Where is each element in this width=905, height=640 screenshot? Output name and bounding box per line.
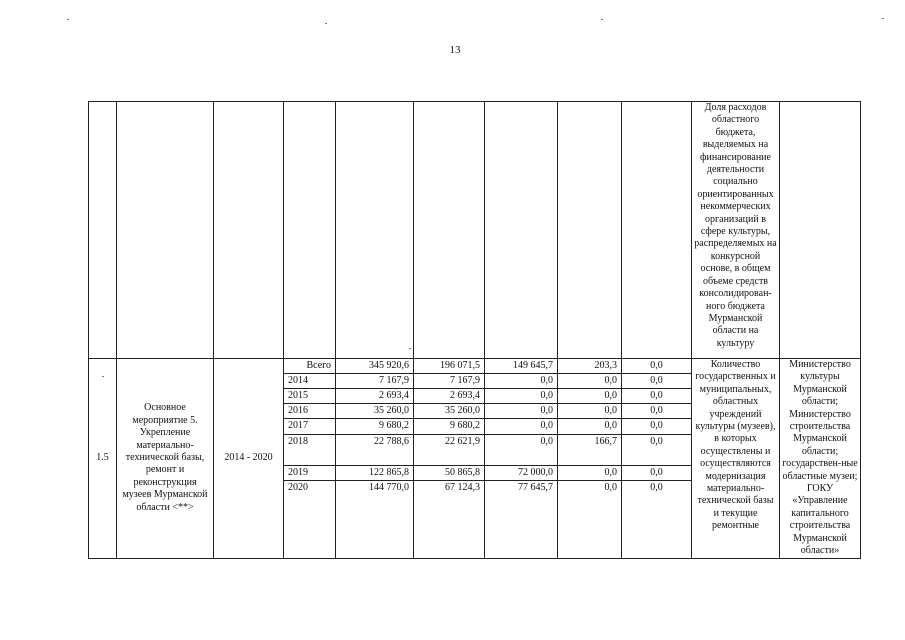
extra-budget-cell: 0,0: [622, 434, 692, 465]
extra-budget-cell: 0,0: [622, 404, 692, 419]
scan-speck: [325, 23, 327, 24]
regional-budget-cell: 35 260,0: [414, 404, 485, 419]
federal-budget-cell: 0,0: [485, 374, 558, 389]
federal-budget-cell: 72 000,0: [485, 465, 558, 480]
year-cell: 2017: [284, 419, 336, 434]
total-cell: 7 167,9: [336, 374, 414, 389]
extra-budget-cell: 0,0: [622, 480, 692, 558]
municipal-budget-cell: 0,0: [558, 480, 622, 558]
municipal-budget-cell: 0,0: [558, 419, 622, 434]
upper-row: [89, 102, 861, 359]
extra-budget-cell: 0,0: [622, 419, 692, 434]
federal-budget-cell: 149 645,7: [485, 359, 558, 374]
municipal-budget-cell: 0,0: [558, 389, 622, 404]
federal-budget-cell: 0,0: [485, 389, 558, 404]
regional-budget-cell: 9 680,2: [414, 419, 485, 434]
period-cell: 2014 - 2020: [214, 359, 284, 559]
year-cell: 2019: [284, 465, 336, 480]
year-cell: 2015: [284, 389, 336, 404]
upper-indicator-cell: Доля расходов областного бюджета, выделяемых на финансирование деятельности социально ориентированных некоммерческих организаций в сфере культуры, распределяемых на конкурсной основе, в общем объеме средств консолидирован-ного бюджета Мурманской области на культуру: [692, 102, 780, 359]
extra-budget-cell: 0,0: [622, 389, 692, 404]
scan-speck: [67, 19, 69, 20]
municipal-budget-cell: 203,3: [558, 359, 622, 374]
extra-budget-cell: 0,0: [622, 374, 692, 389]
municipal-budget-cell: 0,0: [558, 404, 622, 419]
row-number: 1.5: [89, 359, 117, 559]
indicator-cell: Количество государственных и муниципальных, областных учреждений культуры (музеев), в которых осуществлены и осуществляются модернизация материально-технической базы и текущие ремонтные: [692, 359, 780, 559]
federal-budget-cell: 0,0: [485, 434, 558, 465]
measure-name: Основное мероприятие 5. Укрепление материально-технической базы, ремонт и реконструкция музеев Мурманской области <**>: [117, 359, 214, 559]
year-cell: Всего: [284, 359, 336, 374]
extra-budget-cell: 0,0: [622, 359, 692, 374]
municipal-budget-cell: 0,0: [558, 374, 622, 389]
year-cell: 2014: [284, 374, 336, 389]
year-cell: 2016: [284, 404, 336, 419]
total-cell: 122 865,8: [336, 465, 414, 480]
total-cell: 9 680,2: [336, 419, 414, 434]
scan-speck: [601, 19, 603, 20]
regional-budget-cell: 7 167,9: [414, 374, 485, 389]
executor-cell: Министерство культуры Мурманской области; Министерство строительства Мурманской области; государствен-ные областные музеи; ГОКУ «Управление капитального строительства Мурманской области»: [780, 359, 861, 559]
regional-budget-cell: 22 621,9: [414, 434, 485, 465]
regional-budget-cell: 2 693,4: [414, 389, 485, 404]
scan-speck: [882, 18, 884, 19]
total-cell: 22 788,6: [336, 434, 414, 465]
year-cell: 2018: [284, 434, 336, 465]
program-table: [88, 101, 861, 559]
municipal-budget-cell: 0,0: [558, 465, 622, 480]
regional-budget-cell: 196 071,5: [414, 359, 485, 374]
federal-budget-cell: 0,0: [485, 404, 558, 419]
regional-budget-cell: 67 124,3: [414, 480, 485, 558]
total-cell: 2 693,4: [336, 389, 414, 404]
year-cell: 2020: [284, 480, 336, 558]
federal-budget-cell: 77 645,7: [485, 480, 558, 558]
extra-budget-cell: 0,0: [622, 465, 692, 480]
total-cell: 144 770,0: [336, 480, 414, 558]
page-number: 13: [449, 44, 461, 56]
total-cell: 35 260,0: [336, 404, 414, 419]
total-cell: 345 920,6: [336, 359, 414, 374]
regional-budget-cell: 50 865,8: [414, 465, 485, 480]
federal-budget-cell: 0,0: [485, 419, 558, 434]
table-row: [89, 359, 861, 374]
municipal-budget-cell: 166,7: [558, 434, 622, 465]
